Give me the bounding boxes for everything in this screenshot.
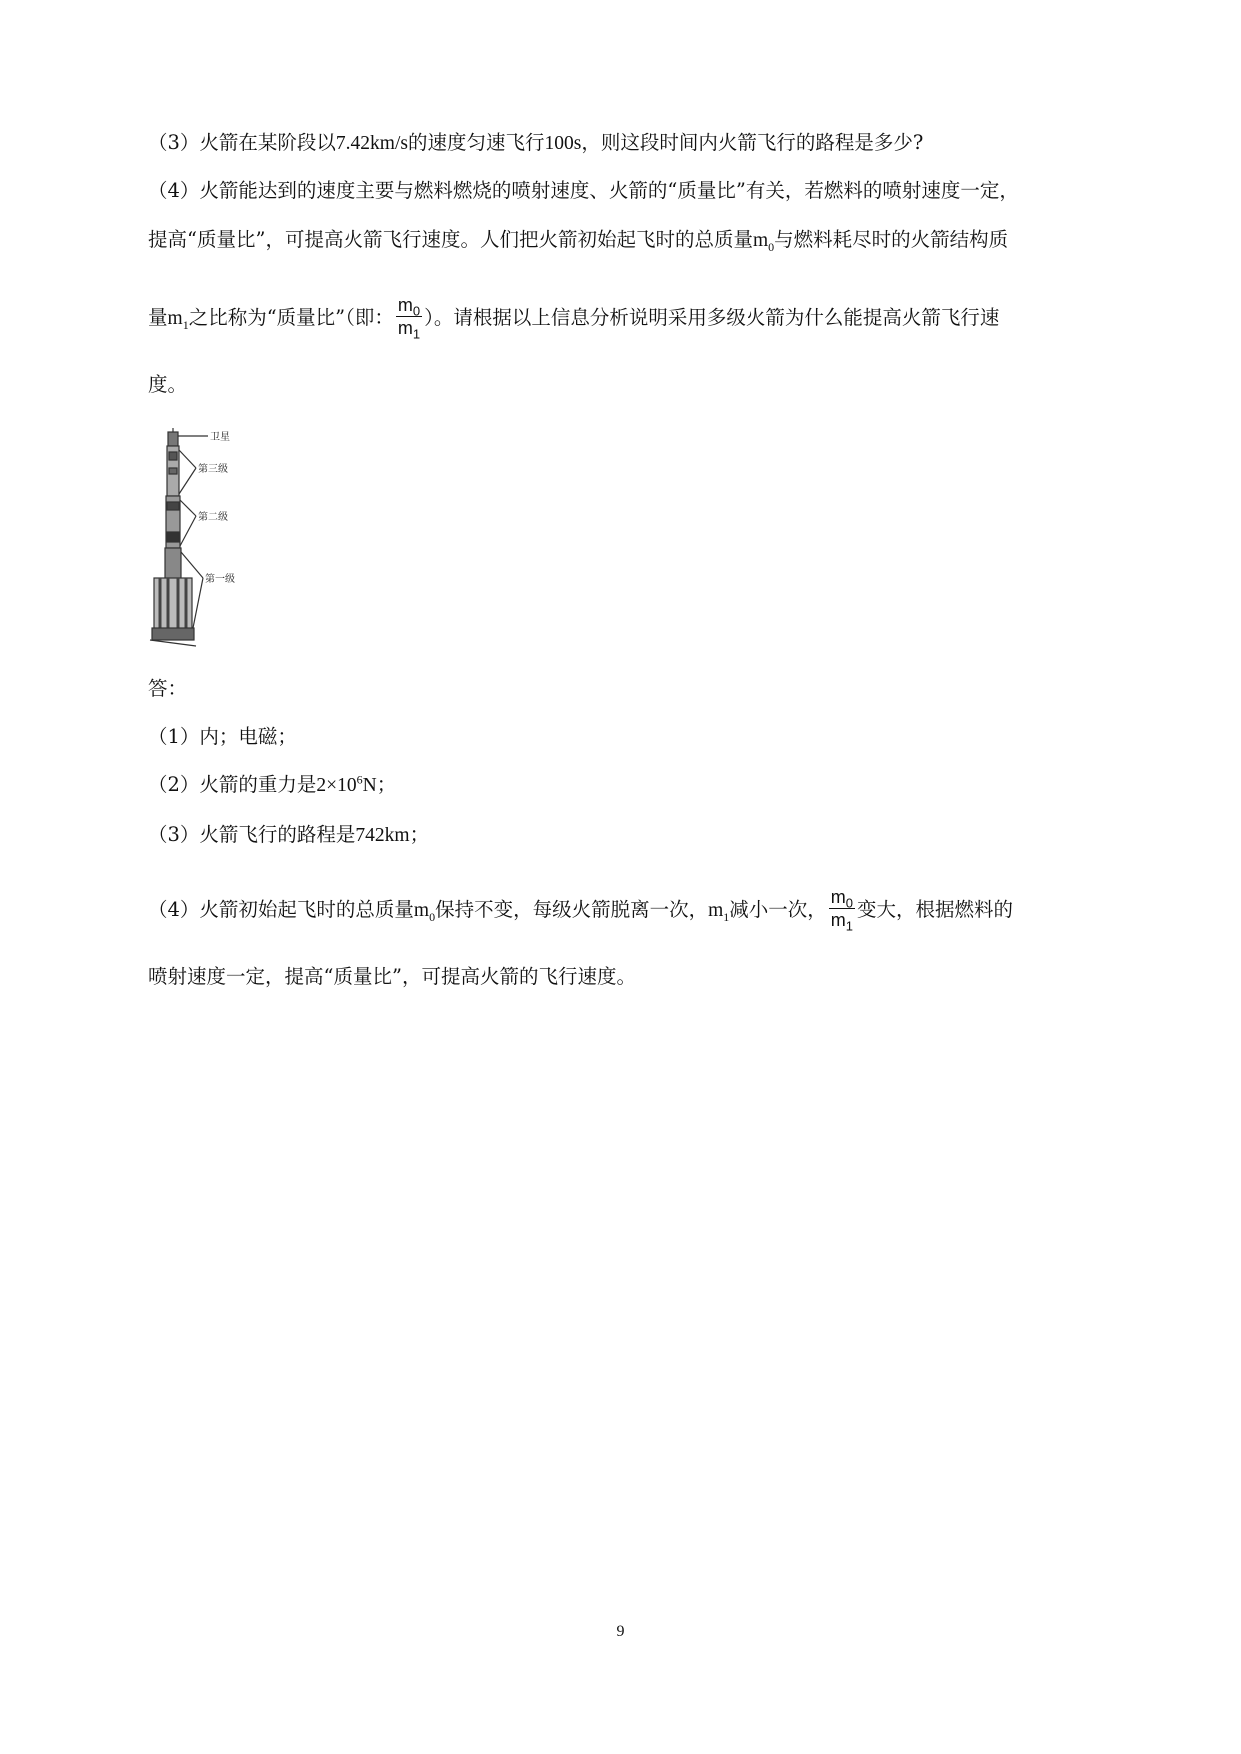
q3-middle: 的速度匀速飞行 (407, 131, 545, 154)
answer-4-text-a: （4）火箭初始起飞时的总质量 (148, 898, 414, 921)
q4-text-3c: ）。请根据以上信息分析说明采用多级火箭为什么能提高火箭飞行速 (424, 306, 1000, 329)
answer-4-text-d: 变大，根据燃料的 (857, 898, 1014, 921)
q4-text-2a: 提高“质量比”，可提高火箭飞行速度。人们把火箭初始起飞时的总质量 (148, 228, 753, 251)
answer-mass-ratio-fraction (829, 886, 855, 934)
answer-3-value: 742km (355, 825, 410, 846)
answer-2-unit: N； (362, 775, 397, 796)
label-satellite: 卫星 (210, 432, 230, 443)
answer-3-suffix: ； (409, 823, 430, 846)
answer-m1-symbol: $m_1$ (708, 900, 730, 924)
answer-fraction-numerator: $m_0$ (830, 887, 854, 911)
page-number: 9 (616, 1623, 625, 1640)
label-stage-1: 第一级 (205, 574, 235, 585)
answer-2-prefix: （2）火箭的重力是 (148, 773, 317, 796)
m1-symbol: $m_1$ (167, 308, 189, 332)
q3-suffix: ，则这段时间内火箭飞行的路程是多少? (581, 131, 924, 154)
rocket-diagram (148, 428, 258, 648)
answer-2 (148, 772, 396, 799)
answer-heading (148, 676, 187, 702)
answer-2-value: $2\times 10^6$ (316, 772, 363, 796)
answer-3 (148, 822, 429, 849)
q4-text-2b: 与燃料耗尽时的火箭结构质 (774, 228, 1009, 251)
question-4-line-1 (148, 178, 1019, 204)
q3-prefix: （3）火箭在某阶段以 (148, 131, 336, 154)
mass-ratio-fraction (396, 294, 422, 342)
question-4-line-3 (148, 296, 999, 341)
answer-heading-text: 答： (148, 677, 188, 700)
answer-m0-symbol: $m_0$ (413, 900, 436, 924)
q4-text-4: 度。 (148, 373, 188, 396)
fraction-denominator: $m_1$ (397, 318, 421, 342)
q4-text-3b: 之比称为“质量比”（即： (188, 306, 394, 329)
m0-symbol: $m_0$ (752, 230, 775, 254)
question-3 (148, 130, 923, 157)
fraction-numerator: $m_0$ (397, 295, 421, 319)
label-stage-3: 第三级 (198, 464, 228, 475)
answer-4-text-2: 喷射速度一定，提高“质量比”，可提高火箭的飞行速度。 (148, 965, 636, 988)
answer-1-text: （1）内；电磁； (148, 725, 297, 748)
label-stage-2: 第二级 (198, 512, 228, 523)
q3-speed: 7.42km/s (335, 133, 408, 154)
answer-3-prefix: （3）火箭飞行的路程是 (148, 823, 356, 846)
question-4-line-2 (148, 227, 1008, 254)
q3-time: 100s (544, 133, 582, 154)
question-4-line-4 (148, 372, 187, 398)
answer-4-line-1 (148, 888, 1013, 933)
multistage-rocket-figure (148, 428, 258, 648)
q4-text-3a: 量 (148, 306, 168, 329)
answer-4-text-b: 保持不变，每级火箭脱离一次， (435, 898, 709, 921)
answer-fraction-denominator: $m_1$ (830, 910, 854, 934)
answer-4-line-2 (148, 964, 636, 990)
answer-1 (148, 724, 297, 750)
answer-4-text-c: 减小一次， (729, 898, 827, 921)
q4-text-1: （4）火箭能达到的速度主要与燃料燃烧的喷射速度、火箭的“质量比”有关，若燃料的喷射速度一定， (148, 179, 1019, 202)
